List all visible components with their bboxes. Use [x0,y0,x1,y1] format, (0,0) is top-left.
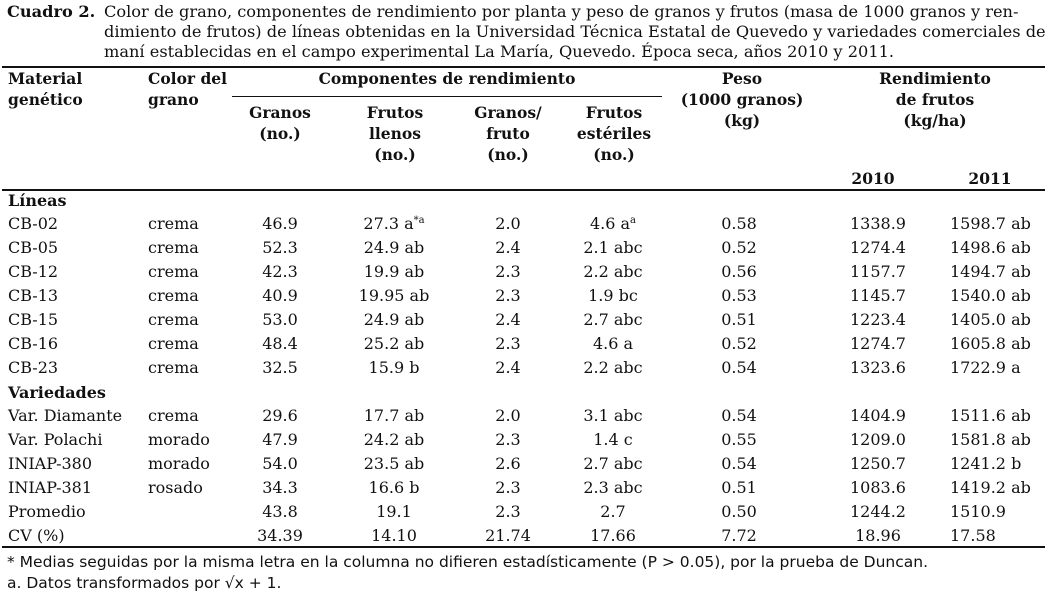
cell-peso: 0.52 [721,238,757,257]
cell-name: INIAP-380 [8,454,93,473]
cell-color: crema [148,286,199,305]
cell-name: CB-02 [8,214,59,233]
cell-peso: 0.55 [721,430,757,449]
significance-superscript: *a [413,215,425,226]
cell-peso: 0.56 [721,262,757,281]
header-year-2011: 2011 [968,169,1012,188]
cell-name: CB-23 [8,358,59,377]
cell-granos: 43.8 [262,502,298,521]
cell-gpf: 2.4 [495,358,521,377]
caption-line-2: dimiento de frutos) de líneas obtenidas en la Universidad Técnica Estatal de Quevedo y variedades comerciales de [104,22,1046,41]
cell-esteriles: 2.7 [600,502,626,521]
cell-frutos: 19.95 ab [358,286,430,305]
footnote-1: * Medias seguidas por la misma letra en la columna no difieren estadísticamente (P > 0.05), por la prueba de Duncan. [7,553,929,571]
cell-color: crema [148,262,199,281]
cell-gpf: 21.74 [485,526,531,545]
cell-gpf: 2.3 [495,478,521,497]
cell-r2010: 1083.6 [850,478,906,497]
cell-esteriles: 3.1 abc [583,406,643,425]
cell-color: crema [148,238,199,257]
cell-esteriles: 2.2 abc [583,358,643,377]
cell-granos: 40.9 [262,286,298,305]
caption-label: Cuadro 2. [7,2,96,21]
cell-frutos: 19.9 ab [363,262,425,281]
significance-superscript: a [630,215,637,226]
cell-name: CV (%) [8,526,65,545]
cell-color: crema [148,334,199,353]
header-frutos-esteriles: Frutos estériles (no.) [576,103,652,164]
cell-r2010: 1223.4 [850,310,906,329]
cell-peso: 0.51 [721,478,757,497]
cell-granos: 46.9 [262,214,298,233]
header-granos: Granos (no.) [249,103,311,143]
header-granos-fruto: Granos/ fruto (no.) [474,103,542,164]
cell-esteriles: 2.1 abc [583,238,643,257]
cell-name: Var. Diamante [8,406,123,425]
cell-esteriles: 1.9 bc [588,286,638,305]
cell-r2011: 1605.8 ab [950,334,1031,353]
cell-frutos: 25.2 ab [363,334,425,353]
header-bottom-rule [2,189,1045,191]
cell-r2010: 1244.2 [850,502,906,521]
header-peso: Peso (1000 granos) (kg) [680,69,804,130]
cell-gpf: 2.0 [495,406,521,425]
cell-r2011: 1598.7 ab [950,214,1031,233]
cell-frutos: 14.10 [371,526,417,545]
header-componentes: Componentes de rendimiento [318,69,576,88]
cell-r2011: 1510.9 [950,502,1006,521]
cell-esteriles: 4.6 a [592,334,634,353]
cell-granos: 34.3 [262,478,298,497]
header-year-2010: 2010 [851,169,895,188]
header-frutos-llenos: Frutos llenos (no.) [366,103,424,164]
table-bottom-rule [2,546,1045,548]
cell-r2010: 18.96 [855,526,901,545]
cell-color: morado [148,430,210,449]
cell-r2010: 1250.7 [850,454,906,473]
cell-frutos: 19.1 [376,502,412,521]
cell-frutos: 17.7 ab [363,406,425,425]
cell-r2011: 1498.6 ab [950,238,1031,257]
cell-granos: 54.0 [262,454,298,473]
cell-r2011: 1405.0 ab [950,310,1031,329]
cell-frutos: 15.9 b [368,358,420,377]
cell-gpf: 2.4 [495,310,521,329]
cell-granos: 34.39 [257,526,303,545]
cell-r2011: 1511.6 ab [950,406,1031,425]
cell-frutos: 24.9 ab [363,310,425,329]
cell-color: rosado [148,478,203,497]
cell-color: crema [148,310,199,329]
cell-r2010: 1157.7 [850,262,906,281]
cell-peso: 0.52 [721,334,757,353]
cell-granos: 42.3 [262,262,298,281]
cell-r2011: 1722.9 a [950,358,1021,377]
cell-gpf: 2.3 [495,430,521,449]
cell-r2010: 1209.0 [850,430,906,449]
cell-name: CB-15 [8,310,59,329]
cell-peso: 0.51 [721,310,757,329]
cell-frutos: 23.5 ab [363,454,425,473]
cell-color: crema [148,214,199,233]
cell-peso: 0.54 [721,406,757,425]
cell-frutos: 16.6 b [368,478,420,497]
cell-granos: 47.9 [262,430,298,449]
cell-esteriles: 4.6 $a^a$ [589,214,637,233]
cell-name: Promedio [8,502,86,521]
cell-peso: 7.72 [721,526,757,545]
cell-name: INIAP-381 [8,478,93,497]
cell-frutos: 27.3 $a^{*a}$ [363,214,425,233]
cell-gpf: 2.3 [495,334,521,353]
cell-peso: 0.58 [721,214,757,233]
header-material: Material genético [8,69,83,109]
caption-line-3: maní establecidas en el campo experimental La María, Quevedo. Época seca, años 2010 y 2011. [104,42,895,61]
cell-color: crema [148,358,199,377]
cell-esteriles: 17.66 [590,526,636,545]
cell-r2010: 1145.7 [850,286,906,305]
cell-granos: 53.0 [262,310,298,329]
cell-name: CB-05 [8,238,59,257]
cell-r2011: 1494.7 ab [950,262,1031,281]
table-caption [7,2,1047,62]
cell-esteriles: 1.4 c [593,430,633,449]
cell-name: Var. Polachi [8,430,103,449]
cell-r2010: 1274.4 [850,238,906,257]
cell-r2011: 17.58 [950,526,996,545]
cell-gpf: 2.3 [495,286,521,305]
cell-peso: 0.50 [721,502,757,521]
cell-gpf: 2.3 [495,502,521,521]
cell-r2011: 1581.8 ab [950,430,1031,449]
section-lineas: Líneas [8,191,67,210]
cell-gpf: 2.6 [495,454,521,473]
cell-esteriles: 2.3 abc [583,478,643,497]
cell-granos: 29.6 [262,406,298,425]
cell-r2010: 1274.7 [850,334,906,353]
header-color: Color del grano [148,69,228,109]
cell-peso: 0.54 [721,358,757,377]
cell-color: crema [148,406,199,425]
cell-name: CB-16 [8,334,59,353]
footnote-2: a. Datos transformados por √x + 1. [7,574,282,592]
caption-line-1: Color de grano, componentes de rendimiento por planta y peso de granos y frutos (masa de 1000 granos y ren- [104,2,1019,21]
section-variedades: Variedades [8,383,106,402]
cell-r2011: 1241.2 b [950,454,1022,473]
cell-r2011: 1540.0 ab [950,286,1031,305]
cell-color: morado [148,454,210,473]
cell-gpf: 2.3 [495,262,521,281]
cell-r2011: 1419.2 ab [950,478,1031,497]
cell-peso: 0.54 [721,454,757,473]
cell-gpf: 2.0 [495,214,521,233]
cell-name: CB-13 [8,286,59,305]
cell-r2010: 1338.9 [850,214,906,233]
cell-frutos: 24.9 ab [363,238,425,257]
cell-esteriles: 2.2 abc [583,262,643,281]
cell-peso: 0.53 [721,286,757,305]
header-rendimiento: Rendimiento de frutos (kg/ha) [879,69,991,130]
cell-name: CB-12 [8,262,59,281]
cell-r2010: 1404.9 [850,406,906,425]
cell-gpf: 2.4 [495,238,521,257]
cell-esteriles: 2.7 abc [583,310,643,329]
cell-granos: 32.5 [262,358,298,377]
cell-granos: 48.4 [262,334,298,353]
cell-esteriles: 2.7 abc [583,454,643,473]
cell-r2010: 1323.6 [850,358,906,377]
cell-frutos: 24.2 ab [363,430,425,449]
cell-granos: 52.3 [262,238,298,257]
componentes-rule [232,96,662,97]
